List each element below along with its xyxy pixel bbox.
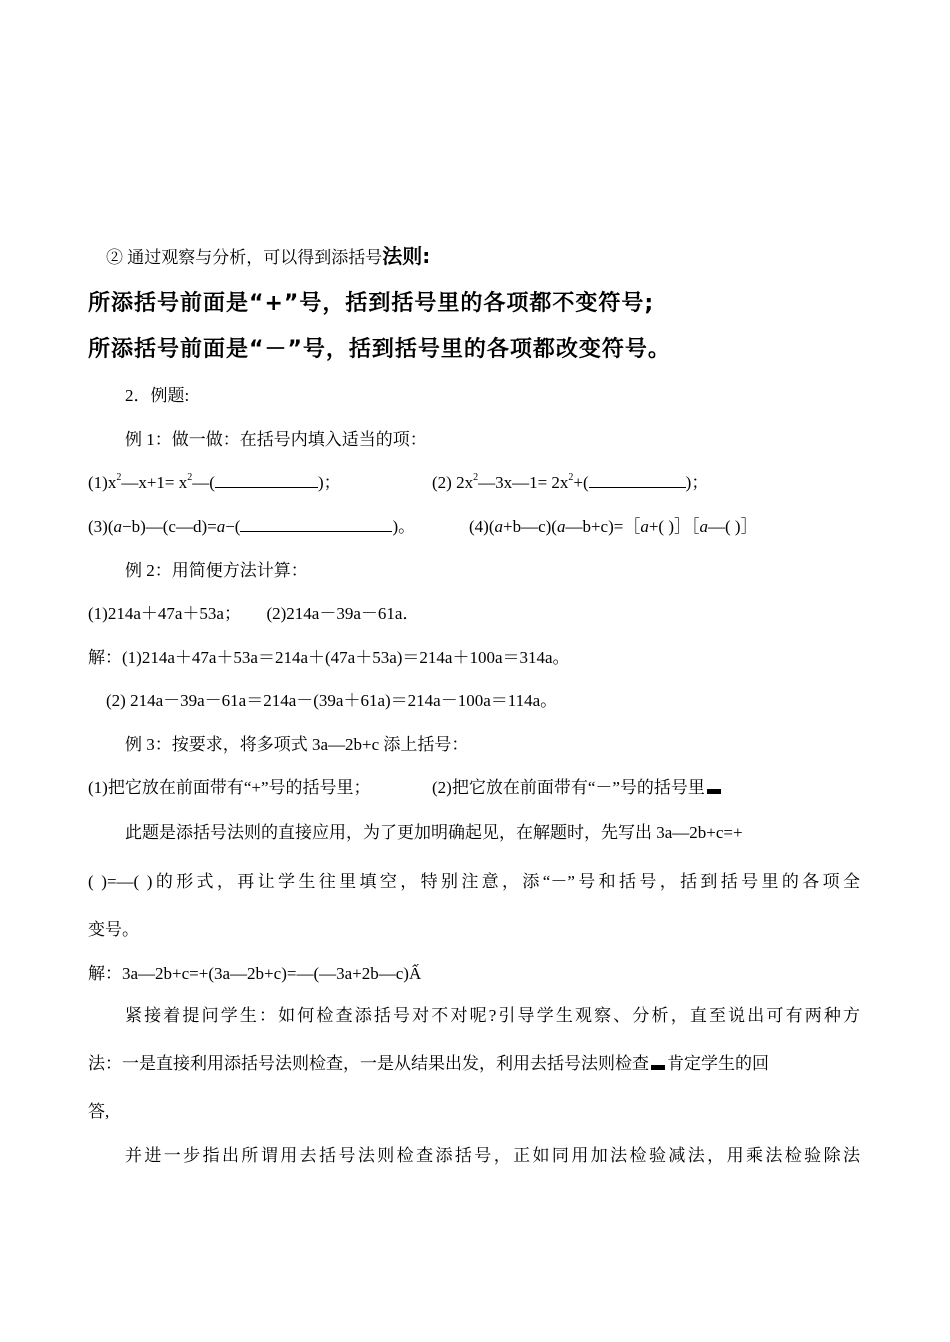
p1-text: —x+1= x xyxy=(121,473,188,492)
variable: a xyxy=(640,517,649,536)
p2-text: +( xyxy=(573,473,589,492)
p1-text: (1)x xyxy=(88,473,117,492)
example3-note-line-1: 此题是添括号法则的直接应用，为了更加明确起见，在解题时，先写出 3a—2b+c=+ xyxy=(125,823,743,842)
example3-requirement-2 xyxy=(432,776,721,800)
answer-blank[interactable] xyxy=(589,472,686,488)
example2-problems: (1)214a＋47a＋53a； (2)214a－39a－61a． xyxy=(88,604,420,623)
answer-blank[interactable] xyxy=(215,472,318,488)
discussion-line-2 xyxy=(88,1052,769,1076)
example3-note-line-2: ( )=—( )的形式，再让学生往里填空，特别注意，添“－”号和括号，括到括号里的各项全 xyxy=(88,872,860,891)
variable: a xyxy=(113,517,122,536)
example3-title: 例 3：按要求，将多项式 3a—2b+c 添上括号： xyxy=(125,735,469,754)
example1-title: 例 1：做一做：在括号内填入适当的项： xyxy=(125,430,427,449)
superscript: 2 xyxy=(568,472,574,484)
discussion-line-3: 答, xyxy=(88,1102,110,1121)
example3-requirement-1: (1)把它放在前面带有“+”号的括号里； xyxy=(88,778,371,797)
example2-title: 例 2：用简便方法计算： xyxy=(125,561,308,580)
p1-text: —( xyxy=(192,473,215,492)
discussion-line-4: 并进一步指出所谓用去括号法则检查添括号，正如同用加法检验减法，用乘法检验除法 xyxy=(125,1146,860,1165)
p3-text: )。 xyxy=(392,517,416,536)
example2-solution-2: (2) 214a－39a－61a＝214a－(39a＋61a)＝214a－100a＝114a。 xyxy=(106,691,558,710)
example1-problem-1 xyxy=(88,471,341,495)
example1-problem-2 xyxy=(432,471,708,495)
rule-minus: 所添括号前面是“－”号，括到括号里的各项都改变符号。 xyxy=(88,337,671,362)
rule-intro-text: ② 通过观察与分析，可以得到添括号 xyxy=(106,248,383,267)
req2-text: (2)把它放在前面带有“－”号的括号里 xyxy=(432,778,705,797)
superscript: 2 xyxy=(116,472,122,484)
rule-intro xyxy=(106,244,430,270)
ink-mark xyxy=(707,789,721,794)
discussion-line-1: 紧接着提问学生：如何检查添括号对不对呢?引导学生观察、分析，直至说出可有两种方 xyxy=(125,1006,860,1025)
superscript: 2 xyxy=(473,472,479,484)
example2-solution-1: 解：(1)214a＋47a＋53a＝214a＋(47a＋53a)＝214a＋100a＝314a。 xyxy=(88,648,570,667)
p4-text: (4)( xyxy=(469,517,495,536)
p2-text: —3x—1= 2x xyxy=(478,473,569,492)
p4-text: +( )］［ xyxy=(648,517,700,536)
variable: a xyxy=(216,517,226,536)
p2-text: (2) 2x xyxy=(432,473,474,492)
rule-intro-bold: 法则: xyxy=(382,244,431,268)
ink-mark xyxy=(651,1065,665,1070)
p4-text: —( )］ xyxy=(708,517,758,536)
variable: a xyxy=(494,517,503,536)
examples-heading: 2．例题: xyxy=(125,386,190,405)
superscript: 2 xyxy=(187,472,193,484)
example1-problem-3 xyxy=(88,515,415,539)
p4-text: —b+c)=［ xyxy=(565,517,641,536)
variable: a xyxy=(699,517,709,536)
p1-text: )； xyxy=(317,473,341,492)
answer-blank[interactable] xyxy=(240,516,392,532)
variable: a xyxy=(556,517,566,536)
example3-note-line-3: 变号。 xyxy=(88,920,139,939)
p3-text: (3)( xyxy=(88,517,114,536)
rule-plus: 所添括号前面是“+”号，括到括号里的各项都不变符号; xyxy=(88,291,655,316)
p3-text: −b)—(c—d)= xyxy=(121,517,217,536)
p4-text: +b—c)( xyxy=(502,517,557,536)
line2-text: 肯定学生的回 xyxy=(667,1054,769,1073)
example3-answer: 解：3a—2b+c=+(3a—2b+c)=—(—3a+2b—c)Ấ xyxy=(88,964,422,983)
p2-text: )； xyxy=(685,473,709,492)
line2-text: 法：一是直接利用添括号法则检查，一是从结果出发，利用去括号法则检查 xyxy=(88,1054,649,1073)
example1-problem-4 xyxy=(469,515,758,539)
p3-text: −( xyxy=(225,517,241,536)
